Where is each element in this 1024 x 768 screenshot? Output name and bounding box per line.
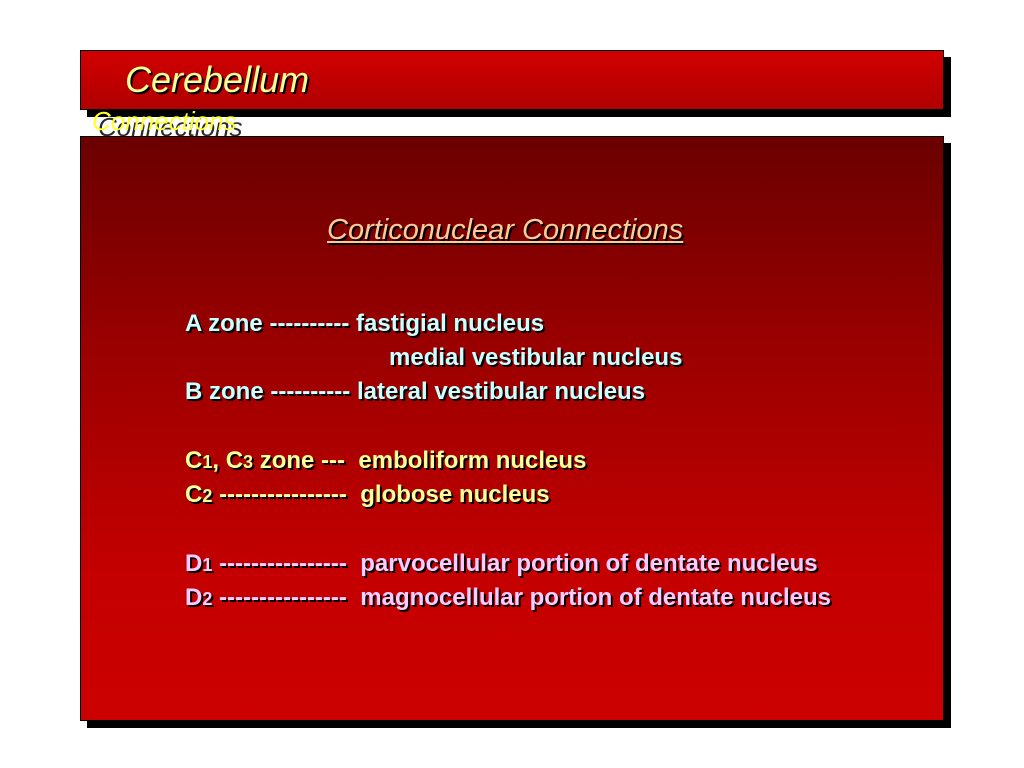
c2-letter: C (185, 481, 203, 508)
c13-zone-line (185, 447, 586, 475)
b-zone-nucleus: lateral vestibular nucleus (356, 378, 646, 405)
a-zone-line-2 (389, 344, 682, 372)
c13-sep: , C (212, 447, 244, 474)
c2-zone-line (185, 481, 550, 509)
d1-zone-nucleus: parvocellular portion of dentate nucleus (360, 550, 818, 577)
a-zone-nucleus-2: medial vestibular nucleus (389, 344, 683, 371)
c2-dashes: ---------------- (212, 481, 361, 508)
d1-letter: D (185, 550, 203, 577)
title-bar (80, 50, 944, 110)
c2-sub: 2 (202, 486, 213, 506)
a-zone-label: A zone ---------- (185, 310, 357, 337)
c13-zone-rest: zone --- (253, 447, 359, 474)
d1-dashes: ---------------- (212, 550, 361, 577)
d1-zone-line (185, 550, 818, 578)
page-subtitle: Connections (92, 106, 237, 136)
b-zone-label: B zone ---------- (185, 378, 357, 405)
page-title: Cerebellum (125, 59, 310, 100)
d2-dashes: ---------------- (212, 584, 361, 611)
c13-zone-nucleus: emboliform nucleus (358, 447, 587, 474)
section-heading: Corticonuclear Connections (327, 214, 684, 246)
d2-sub: 2 (202, 589, 213, 609)
c13-sub-3: 3 (243, 452, 254, 472)
c2-zone-nucleus: globose nucleus (360, 481, 550, 508)
b-zone-line (185, 378, 645, 406)
c13-sub-1: 1 (202, 452, 213, 472)
c13-letter: C (185, 447, 203, 474)
a-zone-line (185, 310, 544, 338)
d2-zone-line (185, 584, 831, 612)
d2-letter: D (185, 584, 203, 611)
d2-zone-nucleus: magnocellular portion of dentate nucleus (360, 584, 831, 611)
a-zone-nucleus-1: fastigial nucleus (356, 310, 545, 337)
d1-sub: 1 (202, 555, 213, 575)
